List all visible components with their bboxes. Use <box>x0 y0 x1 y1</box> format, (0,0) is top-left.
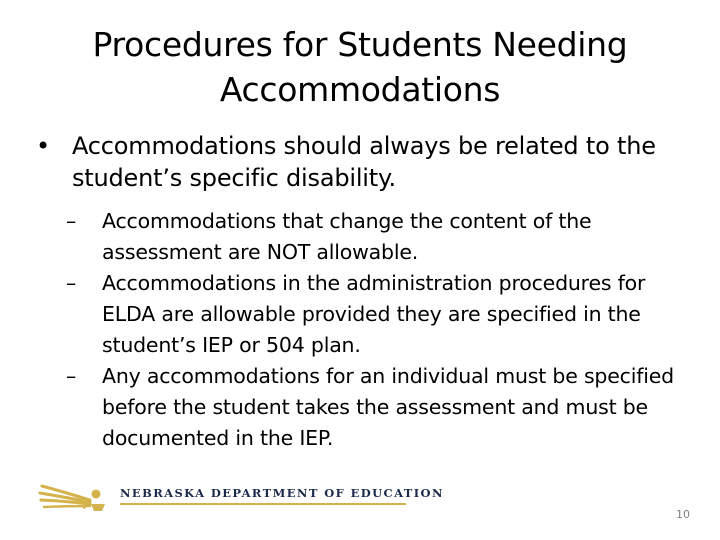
footer-logo <box>38 478 444 518</box>
organization-name: NEBRASKA DEPARTMENT OF EDUCATION <box>120 486 444 500</box>
page-number: 10 <box>676 508 690 521</box>
sub-bullet-marker: – <box>66 364 77 388</box>
sub-bullet-marker: – <box>66 271 77 295</box>
nebraska-sower-logo-icon <box>38 478 118 518</box>
slide-title: Procedures for Students Needing Accommodations <box>92 25 628 109</box>
sub-bullet <box>66 361 696 454</box>
main-bullet-text: Accommodations should always be related to the student’s specific disability. <box>72 132 656 192</box>
sub-bullet-text: Accommodations that change the content of the assessment are NOT allowable. <box>102 209 592 264</box>
main-bullet <box>36 130 686 194</box>
sub-bullet-text: Any accommodations for an individual must be specified before the student takes the assessment and must be documented in the IEP. <box>102 364 674 450</box>
bullet-marker: • <box>36 132 50 160</box>
sub-bullet <box>66 206 696 268</box>
sub-bullet-list <box>66 206 696 454</box>
sub-bullet-text: Accommodations in the administration procedures for ELDA are allowable provided they are specified in the student’s IEP or 504 plan. <box>102 271 646 357</box>
logo-divider <box>120 503 406 505</box>
sub-bullet-marker: – <box>66 209 77 233</box>
sub-bullet <box>66 268 696 361</box>
